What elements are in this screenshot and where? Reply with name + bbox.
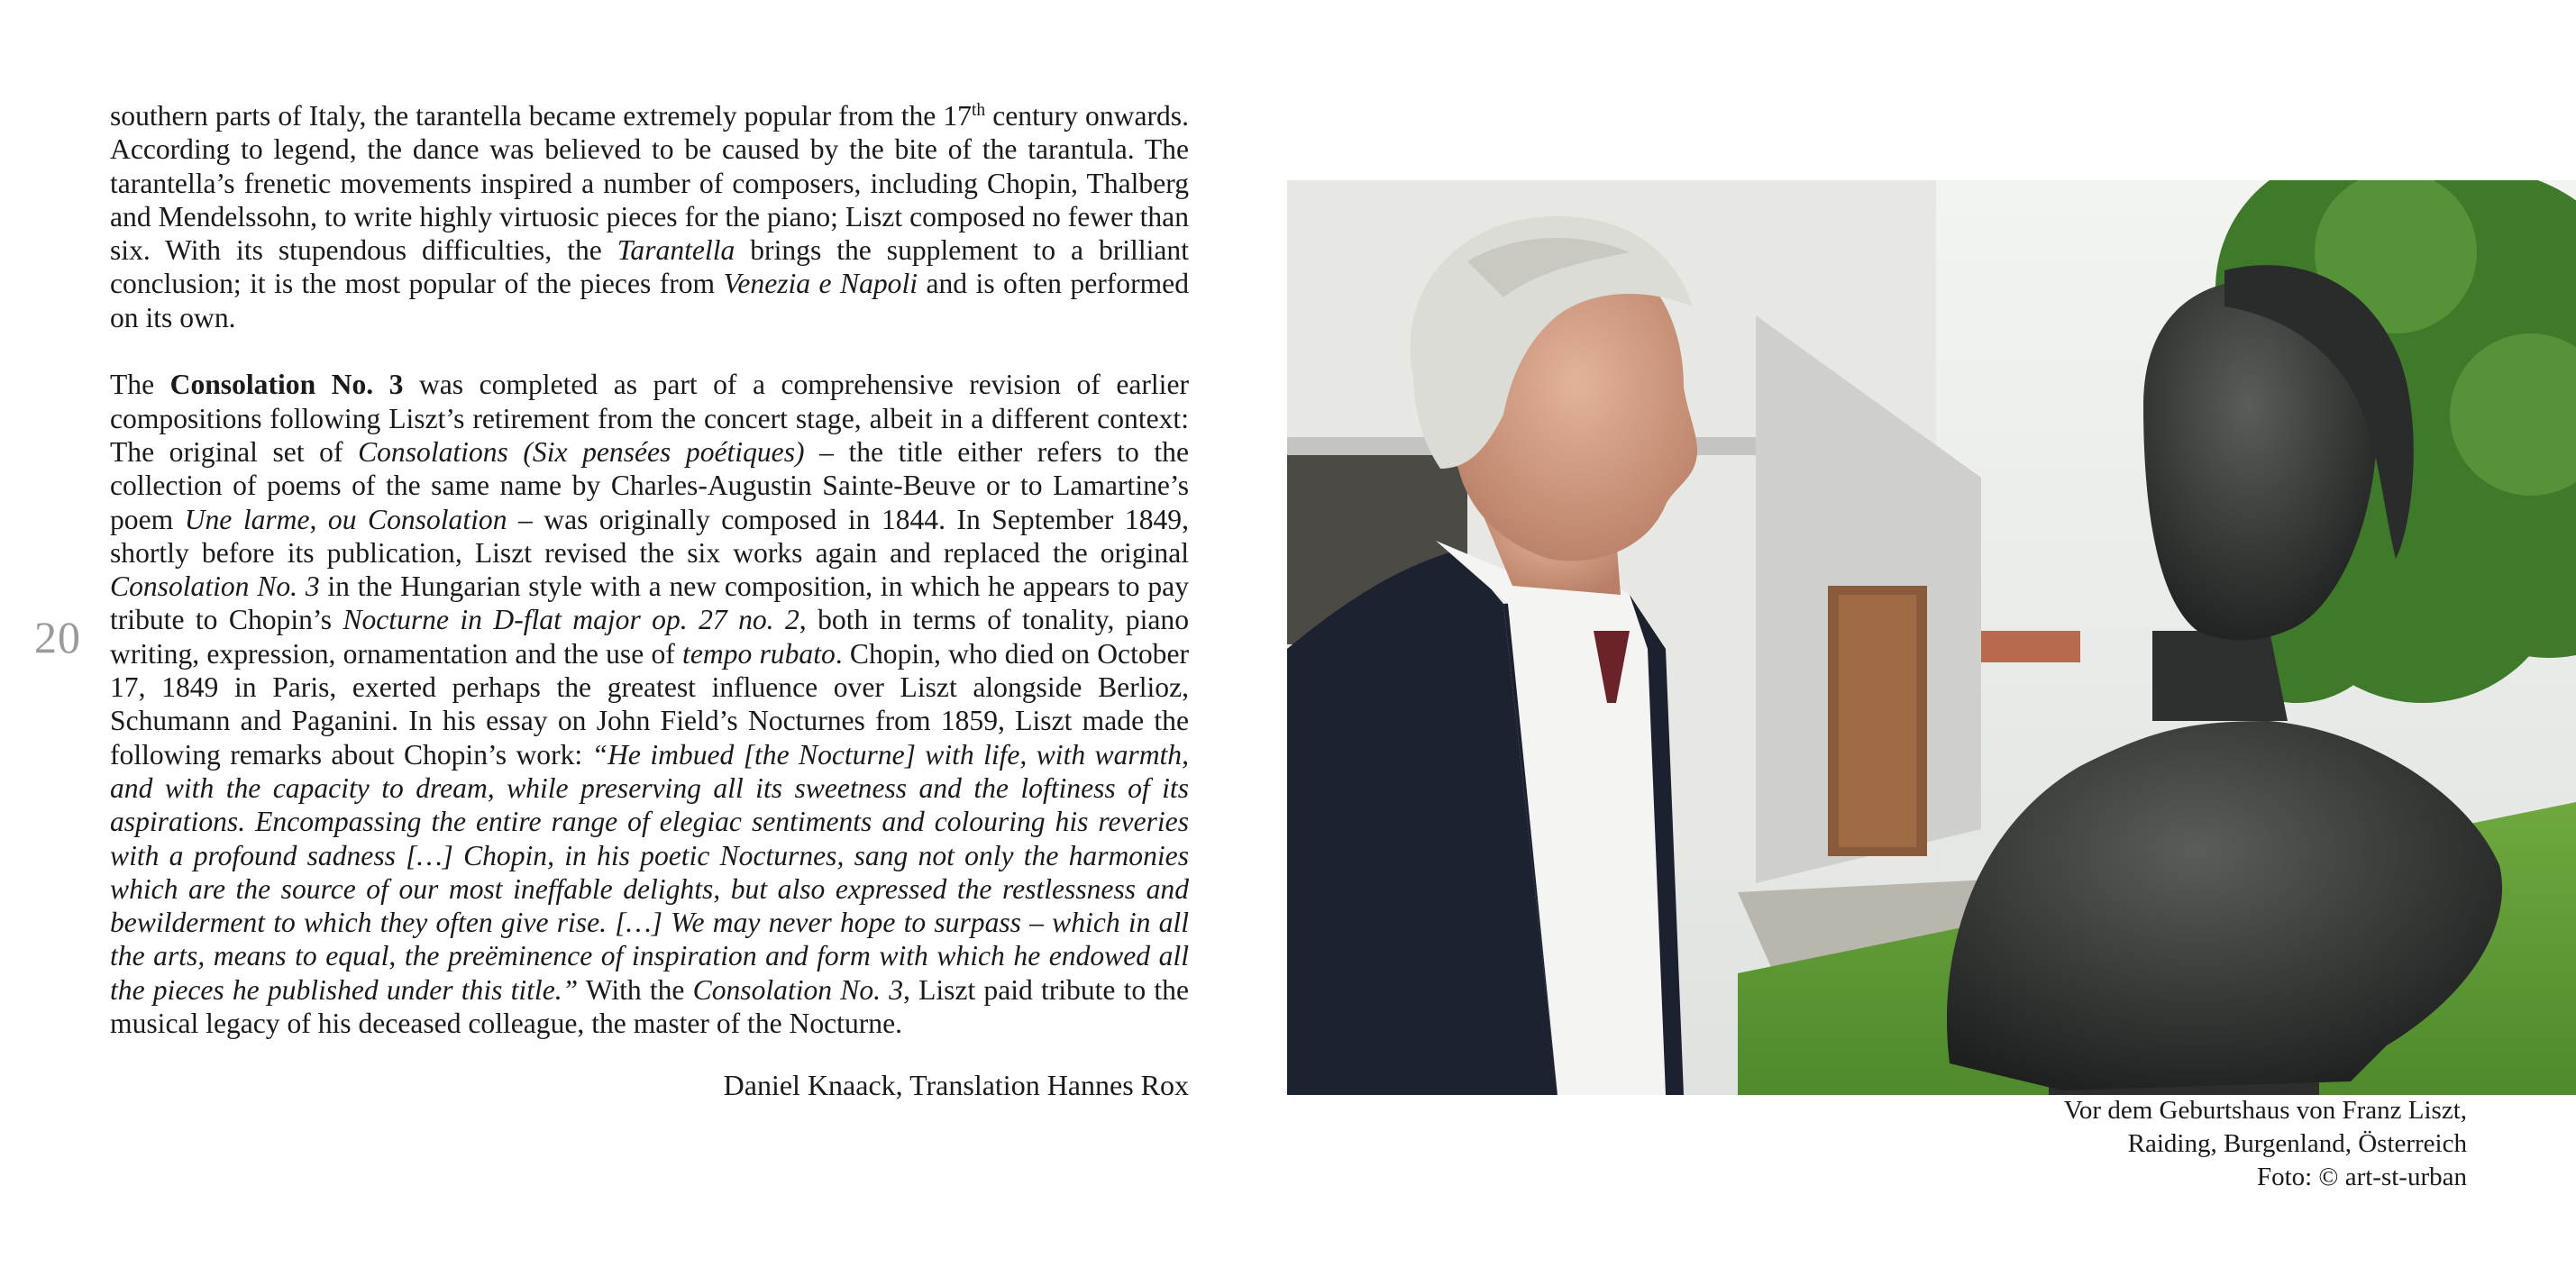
caption-line: Vor dem Geburtshaus von Franz Liszt,: [2063, 1096, 2467, 1125]
photo-credit: Foto: © art-st-urban: [2256, 1163, 2467, 1191]
paragraph-tarantella: [110, 99, 1189, 334]
text-run: With the: [578, 973, 693, 1006]
text-run: The: [110, 369, 170, 401]
text-run: , Liszt paid tribute to the musical legacy of his deceased colleague, the master of the Nocturne.: [110, 973, 1189, 1040]
text-run: Consolation No. 3: [692, 973, 904, 1006]
text-run: . Chopin, who died on October 17, 1849 in Paris, exerted perhaps the greatest influence over Liszt alongside Berlioz, Schumann and Paganini. In his essay on John Field’s Nocturnes from 1859, Liszt made the following remarks about Chopin’s work:: [110, 637, 1189, 771]
text-run: was completed as part of a comprehensive revision of earlier compositions following Liszt’s retirement from the concert stage, albeit in a different context: The original set of: [110, 369, 1189, 468]
text-run: Nocturne in D-flat major op. 27 no. 2: [343, 604, 799, 636]
man-beside-bronze-bust-photo: [1287, 180, 2576, 1095]
text-run: brings the supplement to a brilliant conclusion; it is the most popular of the pieces from: [110, 234, 1189, 300]
text-run: Consolations (Six pensées poétiques): [358, 435, 805, 468]
caption-line: Raiding, Burgenland, Österreich: [2127, 1129, 2467, 1158]
article-text: [110, 99, 1189, 1103]
text-run: – the title either refers to the collection of poems of the same name by Charles-Augustin Sainte-Beuve or to Lamartine’s poem: [110, 435, 1189, 535]
page-number: 20: [34, 612, 81, 662]
text-run: th: [971, 101, 986, 121]
text-run: Consolation No. 3: [110, 570, 320, 603]
text-run: in the Hungarian style with a new composition, in which he appears to pay tribute to Chopin’s: [110, 570, 1189, 636]
text-run: southern parts of Italy, the tarantella became extremely popular from the 17: [110, 100, 972, 132]
text-run: Venezia e Napoli: [723, 268, 918, 300]
text-run: tempo rubato: [682, 637, 836, 670]
text-run: Tarantella: [617, 234, 735, 267]
photo-caption: [1836, 1094, 2467, 1194]
text-run: , both in terms of tonality, piano writing, expression, ornamentation and the use of: [110, 604, 1189, 670]
text-run: “He imbued [the Nocturne] with life, with warmth, and with the capacity to dream, while preserving all its sweetness and the loftiness of its aspirations. Encompassing the entire range of elegiac sentiments and colouring his reveries with a profound sadness […] Chopin, in his poetic Nocturnes, sang not only the harmonies which are the source of our most ineffable delights, but also expressed the restlessness and bewilderment to which they often give rise. […] We may never hope to surpass – which in all the arts, means to equal, the preëminence of inspiration and form with which he endowed all the pieces he published under this title.”: [110, 738, 1189, 1006]
text-run: – was originally composed in 1844. In September 1849, shortly before its publication, Liszt revised the six works again and replaced the original: [110, 503, 1189, 569]
text-run: and is often performed on its own.: [110, 268, 1189, 333]
text-run: Consolation No. 3: [169, 369, 404, 401]
text-run: century onwards. According to legend, the dance was believed to be caused by the bite of the tarantula. The tarantella’s frenetic movements inspired a number of composers, including Chopin, Thalberg and Mendelssohn, to write highly virtuosic pieces for the piano; Liszt composed no fewer than six. With its stupendous difficulties, the: [110, 100, 1189, 267]
text-run: Une larme, ou Consolation: [184, 503, 507, 535]
author-credit: Daniel Knaack, Translation Hannes Rox: [723, 1069, 1189, 1102]
paragraph-consolation: [110, 368, 1189, 1040]
